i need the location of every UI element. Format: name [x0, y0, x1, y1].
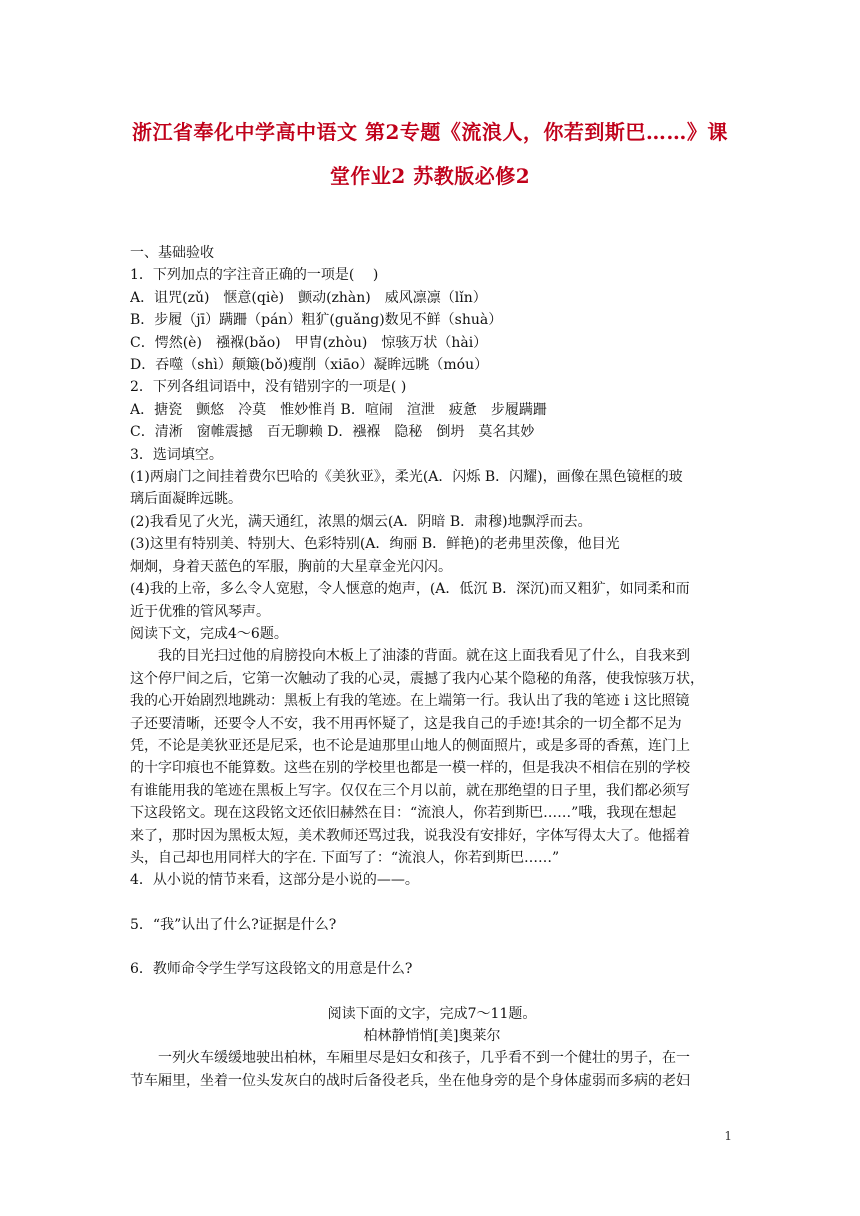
question-4: 4．从小说的情节来看，这部分是小说的——。	[130, 872, 419, 889]
answer-space	[130, 936, 734, 958]
question-5: 5．“我”认出了什么?证据是什么?	[130, 916, 337, 933]
question-3-item-2: (2)我看见了火光，满天通红，浓黑的烟云(A．阴暗 B．肃穆)地飘浮而去。	[130, 513, 592, 530]
question-1-option-b: B．步履（jī）蹒跚（pán）粗犷(guǎng)数见不鲜（shuà）	[130, 312, 503, 329]
reading-instruction-2: 阅读下面的文字，完成7～11题。	[327, 1005, 537, 1022]
answer-space	[130, 892, 734, 914]
section-heading: 一、基础验收	[130, 245, 214, 261]
story-title: 柏林静悄悄[美]奥莱尔	[363, 1028, 501, 1044]
passage-line: 的十字印痕也不能算数。这些在别的学校里也都是一模一样的，但是我决不相信在别的学校	[130, 760, 690, 777]
question-3-item-1: (1)两扇门之间挂着费尔巴哈的《美狄亚》，柔光(A．闪烁 B．闪耀)，画像在黑色镜框的玻	[130, 469, 683, 486]
question-2: 2．下列各组词语中，没有错别字的一项是( )	[130, 379, 407, 396]
question-3-item-4-cont: 近于优雅的管风琴声。	[130, 603, 270, 620]
title-line-2: 堂作业2 苏教版必修2	[329, 164, 531, 188]
passage-line: 我的心开始剧烈地跳动：黑板上有我的笔迹。在上端第一行。我认出了我的笔迹 i 这比照镜	[130, 693, 690, 710]
title-line-1: 浙江省奉化中学高中语文 第2专题《流浪人，你若到斯巴……》课	[132, 120, 728, 144]
passage-line: 子还要清晰，还要令人不安，我不用再怀疑了，这是我自己的手迹!其余的一切全都不足为	[130, 715, 682, 732]
question-1-option-a: A．诅咒(zǔ) 惬意(qiè) 颤动(zhàn) 威风凛凛（lǐn）	[130, 289, 487, 306]
question-6: 6．教师命令学生学写这段铭文的用意是什么?	[130, 961, 413, 978]
passage-line: 下这段铭文。现在这段铭文还依旧赫然在目：“流浪人，你若到斯巴……”哦，我现在想起	[130, 805, 677, 822]
answer-space	[130, 981, 734, 1003]
reading-instruction-1: 阅读下文，完成4～6题。	[130, 625, 288, 642]
passage-line: 头，自己却也用同样大的字在. 下面写了：“流浪人，你若到斯巴……”	[130, 849, 560, 866]
document-body	[130, 242, 734, 1092]
document-title	[118, 110, 742, 198]
page-number: 1	[724, 1129, 732, 1143]
question-1-option-c: C．愕然(è) 襁褓(bǎo) 甲胄(zhòu) 惊骇万状（hài）	[130, 334, 488, 351]
passage-line: 凭，不论是美狄亚还是尼采，也不论是迪那里山地人的侧面照片，或是多哥的香蕉，连门上	[130, 737, 690, 754]
passage-line: 节车厢里，坐着一位头发灰白的战时后备役老兵，坐在他身旁的是个身体虚弱而多病的老妇	[130, 1072, 690, 1089]
question-3-item-3: (3)这里有特别美、特别大、色彩特别(A．绚丽 B．鲜艳)的老弗里茨像，他目光	[130, 536, 620, 553]
question-1: 1．下列加点的字注音正确的一项是( )	[130, 267, 379, 284]
question-3: 3．选词填空。	[130, 446, 223, 463]
question-1-option-d: D．吞噬（shì）颠簸(bǒ)瘦削（xiāo）凝眸远眺（móu）	[130, 357, 489, 374]
reading-passage-2	[130, 1047, 734, 1092]
reading-passage-1	[130, 645, 734, 869]
passage-line: 我的目光扫过他的肩膀投向木板上了油漆的背面。就在这上面我看见了什么，自我来到	[158, 648, 690, 665]
question-3-item-3-cont: 炯炯，身着天蓝色的军服，胸前的大星章金光闪闪。	[130, 558, 452, 575]
passage-line: 有谁能用我的笔迹在黑板上写字。仅仅在三个月以前，就在那绝望的日子里，我们都必须写	[130, 782, 690, 799]
passage-line: 一列火车缓缓地驶出柏林，车厢里尽是妇女和孩子，几乎看不到一个健壮的男子，在一	[158, 1050, 690, 1067]
passage-line: 来了，那时因为黑板太短，美术教师还骂过我，说我没有安排好，字体写得太大了。他摇着	[130, 827, 690, 844]
passage-line: 这个停尸间之后，它第一次触动了我的心灵，震撼了我内心某个隐秘的角落，使我惊骇万状，	[130, 670, 704, 687]
question-2-options-ab: A．搪瓷 颤悠 冷莫 惟妙惟肖 B．喧闹 渲泄 疲惫 步履蹒跚	[130, 401, 547, 418]
question-2-options-cd: C．清淅 窗帷震撼 百无聊赖 D．襁褓 隐秘 倒坍 莫名其妙	[130, 424, 535, 441]
question-3-item-4: (4)我的上帝，多么令人宽慰，令人惬意的炮声，(A．低沉 B．深沉)而又粗犷，如同柔和而	[130, 581, 690, 598]
question-3-item-1-cont: 璃后面凝眸远眺。	[130, 491, 242, 508]
